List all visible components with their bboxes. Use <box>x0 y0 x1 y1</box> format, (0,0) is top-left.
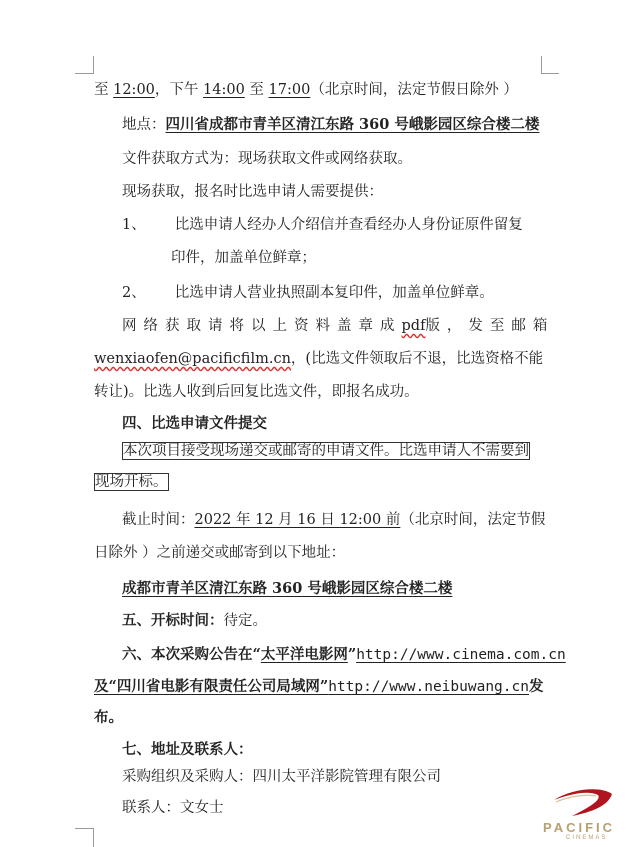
announcement-line: 布。 <box>94 709 123 726</box>
opening-time: 五、开标时间：待定。 <box>122 612 267 629</box>
email-link[interactable]: wenxiaofen@pacificfilm.cn <box>94 351 291 367</box>
pacific-logo-text: PACIFIC <box>543 820 616 835</box>
crop-mark <box>75 828 93 829</box>
purchaser-line: 采购组织及采购人：四川太平洋影院管理有限公司 <box>122 769 441 785</box>
crop-mark <box>541 73 559 74</box>
announcement-line: 六、本次采购公告在“太平洋电影网”http://www.cinema.com.cn <box>122 646 566 663</box>
neibuwang-link[interactable]: http://www.neibuwang.cn <box>328 679 529 695</box>
transfer-note: 转让)。比选人收到后回复比选文件，即报名成功。 <box>94 384 419 400</box>
crop-mark <box>75 73 93 74</box>
pacific-logo-subtext: CINEMAS <box>566 835 608 841</box>
online-line: 网络获取请将以上资料盖章成 pdf 版，发至邮箱 <box>122 318 555 334</box>
acquisition-method: 文件获取方式为：现场获取文件或网络获取。 <box>122 151 412 167</box>
list-item: 1、 比选申请人经办人介绍信并查看经办人身份证原件留复 <box>122 217 523 233</box>
email-line: wenxiaofen@pacificfilm.cn，(比选文件领取后不退，比选资格不能 <box>94 351 544 367</box>
pacific-logo-swoosh-icon <box>552 786 614 818</box>
hours-line: 至 12:00，下午 14:00 至 17:00（北京时间，法定节假日除外 ） <box>94 82 518 98</box>
section-heading: 四、比选申请文件提交 <box>122 415 267 432</box>
cinema-link[interactable]: http://www.cinema.com.cn <box>356 647 566 663</box>
location-line: 地点：四川省成都市青羊区清江东路 360 号峨影园区综合楼二楼 <box>122 116 540 133</box>
contact-line: 联系人：文女士 <box>122 800 224 816</box>
submission-address: 成都市青羊区清江东路 360 号峨影园区综合楼二楼 <box>122 580 453 597</box>
list-item: 2、 比选申请人营业执照副本复印件，加盖单位鲜章。 <box>122 285 494 301</box>
announcement-line: 及“四川省电影有限责任公司局域网”http://www.neibuwang.cn发 <box>94 678 544 695</box>
section-heading: 七、地址及联系人： <box>122 741 253 758</box>
document-page <box>94 0 566 847</box>
list-item-continuation: 印件，加盖单位鲜章； <box>171 250 316 266</box>
onsite-requirements: 现场获取，报名时比选申请人需要提供： <box>122 184 383 200</box>
submission-line: 本次项目接受现场递交或邮寄的申请文件。比选申请人不需要到 <box>123 443 529 459</box>
deadline-line: 日除外 ）之前递交或邮寄到以下地址： <box>94 545 346 561</box>
submission-line: 现场开标。 <box>95 474 168 490</box>
deadline-line: 截止时间：2022 年 12 月 16 日 12:00 前（北京时间，法定节假 <box>122 512 546 528</box>
